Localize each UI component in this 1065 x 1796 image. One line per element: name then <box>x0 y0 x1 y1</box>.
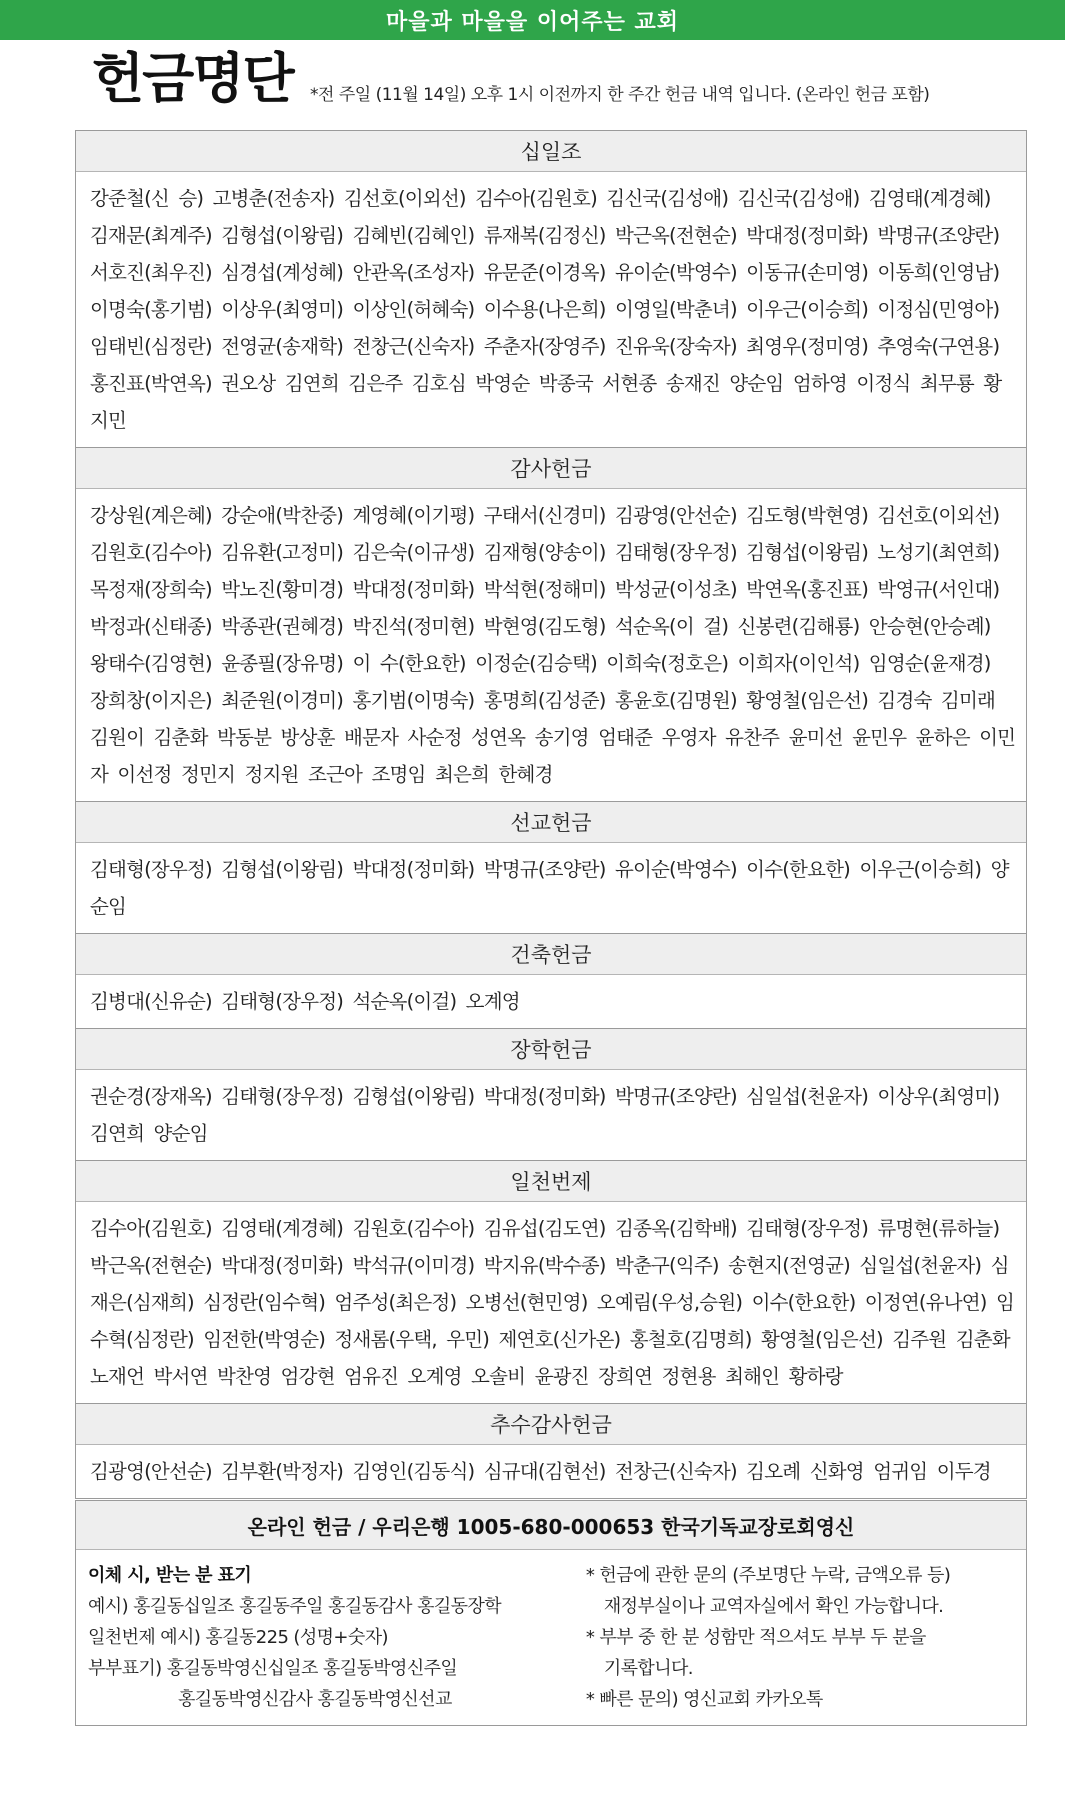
top-banner <box>0 0 1065 40</box>
section-thanksgiving <box>76 448 1026 802</box>
section-scholarship <box>76 1029 1026 1161</box>
section-thousand-offering <box>76 1161 1026 1404</box>
section-names: 강상원(계은혜) 강순애(박찬중) 계영혜(이기평) 구태서(신경미) 김광영(안선순) 김도형(박현영) 김선호(이외선) 김원호(김수아) 김유환(고정미) 김은숙(이규생) 김재형(양송이) 김태형(장우정) 김형섭(이왕림) 노성기(최연희) 목정재(장희숙) 박노진(황미경) 박대정(정미화) 박석현(정해미) 박성균(이성초) 박연옥(홍진표) 박영규(서인대) 박정과(신태종) 박종관(권혜경) 박진석(정미현) 박현영(김도형) 석순옥(이 걸) 신봉련(김해룡) 안승현(안승례) 왕태수(김영현) 윤종필(장유명) 이 수(한요한) 이정순(김승택) 이희숙(정호은) 이희자(이인석) 임영순(윤재경) 장희창(이지은) 최준원(이경미) 홍기범(이명숙) 홍명희(김성준) 홍윤호(김명원) 황영철(임은선) 김경숙 김미래 김원이 김춘화 박동분 방상훈 배문자 사순정 성연옥 송기영 엄태준 우영자 유찬주 윤미선 윤민우 윤하은 이민자 이선정 정민지 정지원 조근아 조명임 최은희 한혜경 <box>76 489 1026 802</box>
online-offering-info <box>75 1500 1027 1726</box>
section-title: 감사헌금 <box>76 448 1026 489</box>
section-title: 추수감사헌금 <box>76 1404 1026 1445</box>
section-names: 김병대(신유순) 김태형(장우정) 석순옥(이걸) 오계영 <box>76 975 1026 1029</box>
transfer-example-3: 부부표기) 홍길동박영신십일조 홍길동박영신주일 <box>88 1658 458 1679</box>
section-names: 김수아(김원호) 김영태(계경혜) 김원호(김수아) 김유섭(김도연) 김종옥(김학배) 김태형(장우정) 류명현(류하늘) 박근옥(전현순) 박대정(정미화) 박석규(이미경) 박지유(박수종) 박춘구(익주) 송현지(전영균) 심일섭(천윤자) 심재은(심재희) 심정란(임수혁) 엄주성(최은정) 오병선(현민영) 오예림(우성,승원) 이수(한요한) 이정연(유나연) 임수혁(심정란) 임전한(박영순) 정새롬(우택, 우민) 제연호(신가온) 홍철호(김명희) 황영철(임은선) 김주원 김춘화 노재언 박서연 박찬영 엄강현 엄유진 오계영 오솔비 윤광진 장희연 정현용 최해인 황하랑 <box>76 1202 1026 1404</box>
section-title: 장학헌금 <box>76 1029 1026 1070</box>
section-names: 김광영(안선순) 김부환(박정자) 김영인(김동식) 심규대(김현선) 전창근(신숙자) 김오례 신화영 엄귀임 이두경 <box>90 1460 991 1483</box>
banner-text: 마을과 마을을 이어주는 교회 <box>385 9 679 35</box>
section-title: 건축헌금 <box>76 934 1026 975</box>
bank-account-header: 온라인 헌금 / 우리은행 1005-680-000653 한국기독교장로회영신 <box>76 1501 1026 1550</box>
transfer-example-2: 일천번제 예시) 홍길동225 (성명+숫자) <box>88 1627 388 1648</box>
period-note: *전 주일 (11월 14일) 오후 1시 이전까지 한 주간 헌금 내역 입니다. (온라인 헌금 포함) <box>310 85 930 105</box>
inquiry-note-1: * 헌금에 관한 문의 (주보명단 누락, 금액오류 등) <box>585 1565 951 1586</box>
inquiry-note-1-cont: 재정부실이나 교역자실에서 확인 가능합니다. <box>603 1596 944 1617</box>
section-names: 강준철(신 승) 고병춘(전송자) 김선호(이외선) 김수아(김원호) 김신국(김성애) 김신국(김성애) 김영태(계경혜) 김재문(최계주) 김형섭(이왕림) 김혜빈(김혜인) 류재복(김정신) 박근옥(전현순) 박대정(정미화) 박명규(조양란) 서호진(최우진) 심경섭(계성혜) 안관옥(조성자) 유문준(이경옥) 유이순(박영수) 이동규(손미영) 이동희(인영남) 이명숙(홍기범) 이상우(최영미) 이상인(허혜숙) 이수용(나은희) 이영일(박춘녀) 이우근(이승희) 이정심(민영아) 임태빈(심정란) 전영균(송재학) 전창근(신숙자) 주춘자(장영주) 진유욱(장숙자) 최영우(정미영) 추영숙(구연용) 홍진표(박연옥) 권오상 김연희 김은주 김호심 박영순 박종국 서현종 송재진 양순임 엄하영 이정식 최무룡 황지민 <box>76 172 1026 448</box>
transfer-guide <box>88 1560 586 1715</box>
section-harvest-thanksgiving <box>76 1404 1026 1498</box>
transfer-example-4: 홍길동박영신감사 홍길동박영신선교 <box>178 1689 452 1710</box>
section-title: 십일조 <box>76 131 1026 172</box>
inquiry-note-3: * 빠른 문의) 영신교회 카카오톡 <box>585 1689 823 1710</box>
info-body <box>76 1550 1026 1725</box>
offering-list <box>75 130 1027 1499</box>
transfer-example-1: 예시) 홍길동십일조 홍길동주일 홍길동감사 홍길동장학 <box>88 1596 502 1617</box>
section-names: 권순경(장재옥) 김태형(장우정) 김형섭(이왕림) 박대정(정미화) 박명규(조양란) 심일섭(천윤자) 이상우(최영미) 김연희 양순임 <box>76 1070 1026 1161</box>
section-title: 선교헌금 <box>76 802 1026 843</box>
inquiry-notes <box>586 1560 1014 1715</box>
inquiry-note-2-cont: 기록합니다. <box>603 1658 693 1679</box>
transfer-guide-heading: 이체 시, 받는 분 표기 <box>88 1565 252 1586</box>
inquiry-note-2: * 부부 중 한 분 성함만 적으셔도 부부 두 분을 <box>585 1627 926 1648</box>
section-building <box>76 934 1026 1029</box>
section-names: 김태형(장우정) 김형섭(이왕림) 박대정(정미화) 박명규(조양란) 유이순(박영수) 이수(한요한) 이우근(이승희) 양순임 <box>76 843 1026 934</box>
section-title: 일천번제 <box>76 1161 1026 1202</box>
section-tithe <box>76 131 1026 448</box>
page-title: 헌금명단 <box>92 47 293 110</box>
section-mission <box>76 802 1026 934</box>
